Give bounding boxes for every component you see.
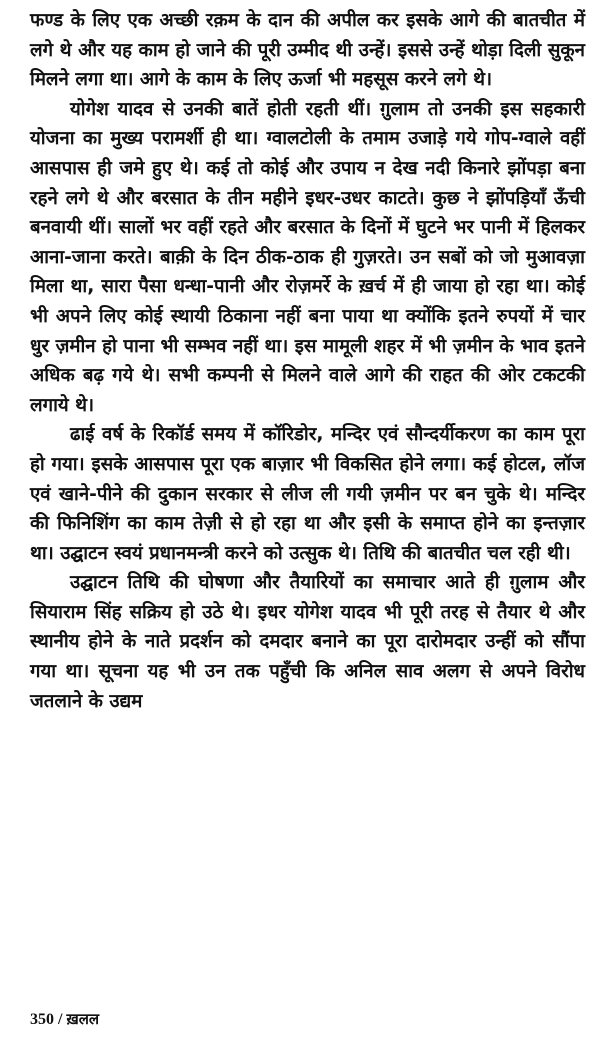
footer-separator: / — [54, 1011, 67, 1028]
body-text — [30, 6, 585, 716]
page-number: 350 — [30, 1011, 54, 1028]
paragraph-2: योगेश यादव से उनकी बातें होती रहती थीं। ग़ुलाम तो उनकी इस सहकारी योजना का मुख्य परामर्शी ही था। ग्वालटोली के तमाम उजाड़े गये गोप-ग्वाले वहीं आसपास ही जमे हुए थे। कई तो कोई और उपाय न देख नदी किनारे झोंपड़ा बना रहने लगे थे और बरसात के तीन महीने इधर-उधर काटते। कुछ ने झोंपड़ियाँ ऊँची बनवायी थीं। सालों भर वहीं रहते और बरसात के दिनों में घुटने भर पानी में हिलकर आना-जाना करते। बाक़ी के दिन ठीक-ठाक ही गुज़रते। उन सबों को जो मुआवज़ा मिला था, सारा पैसा धन्धा-पानी और रोज़मर्रे के ख़र्च में ही जाया हो रहा था। कोई भी अपने लिए कोई स्थायी ठिकाना नहीं बना पाया था क्योंकि इतने रुपयों में चार धुर ज़मीन हो पाना भी सम्भव नहीं था। इस मामूली शहर में भी ज़मीन के भाव इतने अधिक बढ़ गये थे। सभी कम्पनी से मिलने वाले आगे की राहत की ओर टकटकी लगाये थे। — [30, 98, 585, 416]
paragraph-3: ढाई वर्ष के रिकॉर्ड समय में कॉरिडोर, मन्दिर एवं सौन्दर्यीकरण का काम पूरा हो गया। इसके आसपास पूरा एक बाज़ार भी विकसित होने लगा। कई होटल, लॉज एवं खाने-पीने की दुकान सरकार से लीज ली गयी ज़मीन पर बन चुके थे। मन्दिर की फिनिशिंग का काम तेज़ी से हो रहा था और इसी के समाप्त होने का इन्तज़ार था। उद्घाटन स्वयं प्रधानमन्त्री करने को उत्सुक थे। तिथि की बातचीत चल रही थी। — [30, 424, 585, 564]
book-title: ख़लल — [66, 1010, 100, 1028]
paragraph-4: उद्घाटन तिथि की घोषणा और तैयारियों का समाचार आते ही ग़ुलाम और सियाराम सिंह सक्रिय हो उठे थे। इधर योगेश यादव भी पूरी तरह से तैयार थे और स्थानीय होने के नाते प्रदर्शन को दमदार बनाने का पूरा दारोमदार उन्हीं को सौंपा गया था। सूचना यह भी उन तक पहुँची कि अनिल साव अलग से अपने विरोध जतलाने के उद्यम — [30, 572, 585, 712]
paragraph-1: फण्ड के लिए एक अच्छी रक़म के दान की अपील कर इसके आगे की बातचीत में लगे थे और यह काम हो जाने की पूरी उम्मीद थी उन्हें। इससे उन्हें थोड़ा दिली सुकून मिलने लगा था। आगे के काम के लिए ऊर्जा भी महसूस करने लगे थे। — [30, 10, 585, 91]
page-footer — [30, 1009, 99, 1029]
